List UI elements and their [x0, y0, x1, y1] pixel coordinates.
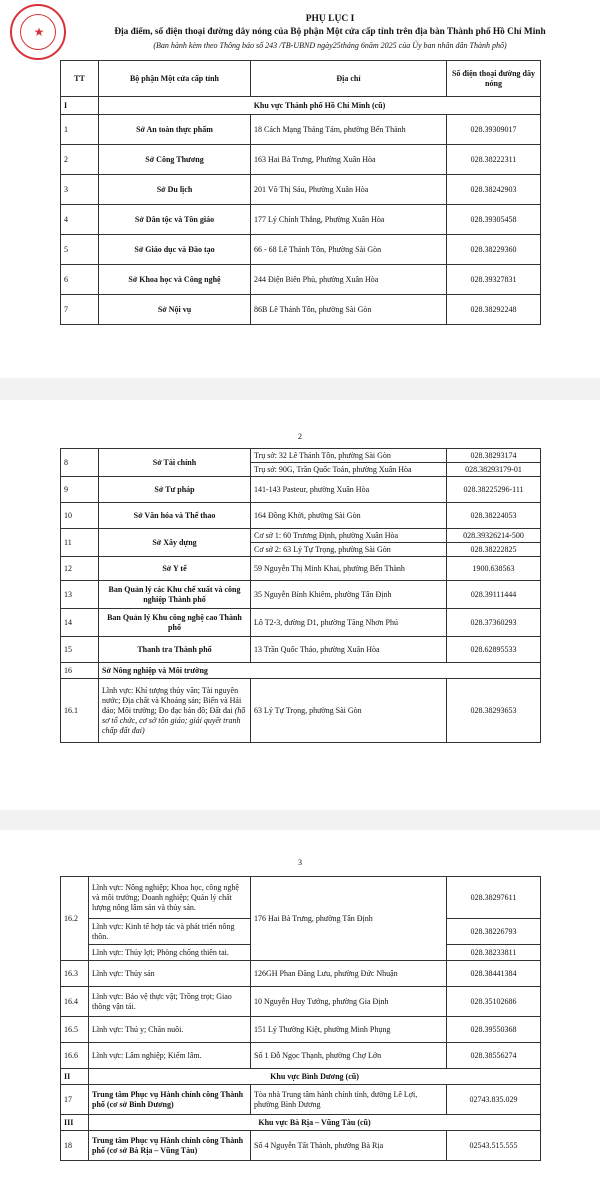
table-row: 8 Sở Tài chính Trụ sở: 32 Lê Thánh Tôn, phường Sài Gòn 028.38293174	[61, 449, 541, 463]
table-row: Trụ sở: 90G, Trần Quốc Toản, phường Xuân Hòa 028.38293179-01	[61, 463, 541, 477]
hotline-table-part-1	[60, 60, 541, 325]
document-page-3	[0, 830, 600, 1200]
table-row: 16.6 Lĩnh vực: Lâm nghiệp; Kiểm lâm. Số 1 Đỗ Ngọc Thạnh, phường Chợ Lớn 028.38556274	[61, 1043, 541, 1069]
hotline-table-part-3	[60, 876, 541, 1161]
table-row: 10 Sở Văn hóa và Thể thao 164 Đồng Khởi, phường Sài Gòn 028.38224053	[61, 503, 541, 529]
official-seal: ★	[10, 4, 66, 60]
table-row: Lĩnh vực: Thủy lợi; Phòng chống thiên tai. 028.38233811	[61, 945, 541, 961]
col-address: Địa chỉ	[251, 61, 447, 97]
hotline-table-part-2	[60, 448, 541, 743]
table-row: 16.2 Lĩnh vực: Nông nghiệp; Khoa học, công nghệ và môi trường; Doanh nghiệp; Quản lý chất lượng nông lâm sản và thủy sản. 176 Hai Bà Trưng, phường Tân Định 028.38297611	[61, 877, 541, 919]
table-row: 16.1 Lĩnh vực: Khí tượng thủy văn; Tài nguyên nước; Địa chất và Khoáng sản; Biển và Hải đảo; Môi trường; Đo đạc bản đồ; Đất đai (hồ sơ tổ chức, cơ sở tôn giáo; giải quyết tranh chấp đất đai) 63 Lý Tự Trọng, phường Sài Gòn 028.38293653	[61, 679, 541, 743]
table-row: 13 Ban Quản lý các Khu chế xuất và công nghiệp Thành phố 35 Nguyễn Bỉnh Khiêm, phường Tân Định 028.39111444	[61, 581, 541, 609]
document-page-2	[0, 400, 600, 810]
table-row: 1 Sở An toàn thực phẩm 18 Cách Mạng Tháng Tám, phường Bến Thành 028.39309017	[61, 115, 541, 145]
appendix-note: (Ban hành kèm theo Thông báo số 243 /TB-UBND ngày25tháng 6năm 2025 của Ủy ban nhân dân Thành phố)	[153, 41, 507, 50]
page-number: 2	[298, 432, 302, 441]
table-row: 16.4 Lĩnh vực: Bảo vệ thực vật; Trồng trọt; Giao thông vận tải. 10 Nguyễn Huy Tưởng, phường Gia Định 028.35102686	[61, 987, 541, 1017]
table-row: 16 Sở Nông nghiệp và Môi trường	[61, 663, 541, 679]
table-row: Cơ sở 2: 63 Lý Tự Trọng, phường Sài Gòn 028.38222825	[61, 543, 541, 557]
table-row: 18 Trung tâm Phục vụ Hành chính công Thành phố (cơ sở Bà Rịa – Vũng Tàu) Số 4 Nguyễn Tất Thành, phường Bà Rịa 02543.515.555	[61, 1131, 541, 1161]
col-tt: TT	[61, 61, 99, 97]
table-row: 9 Sở Tư pháp 141-143 Pasteur, phường Xuân Hòa 028.38225296-111	[61, 477, 541, 503]
table-row: 2 Sở Công Thương 163 Hai Bà Trưng, Phường Xuân Hòa 028.38222311	[61, 145, 541, 175]
appendix-subtitle: Địa điểm, số điện thoại đường dây nóng của Bộ phận Một cửa cấp tỉnh trên địa bàn Thành phố Hồ Chí Minh	[114, 27, 546, 37]
page-number: 3	[298, 858, 302, 867]
table-row: 17 Trung tâm Phục vụ Hành chính công Thành phố (cơ sở Bình Dương) Tòa nhà Trung tâm hành chính tỉnh, đường Lê Lợi, phường Bình Dương 02743.835.029	[61, 1085, 541, 1115]
table-row: 12 Sở Y tế 59 Nguyễn Thị Minh Khai, phường Bến Thành 1900.638563	[61, 557, 541, 581]
table-row: 15 Thanh tra Thành phố 13 Trần Quốc Thảo, phường Xuân Hòa 028.62895533	[61, 637, 541, 663]
section-row: I Khu vực Thành phố Hồ Chí Minh (cũ)	[61, 97, 541, 115]
table-row: 4 Sở Dân tộc và Tôn giáo 177 Lý Chính Thắng, Phường Xuân Hòa 028.39305458	[61, 205, 541, 235]
table-row: 7 Sở Nội vụ 86B Lê Thánh Tôn, phường Sài Gòn 028.38292248	[61, 295, 541, 325]
table-row: 6 Sở Khoa học và Công nghệ 244 Điện Biên Phủ, phường Xuân Hòa 028.39327831	[61, 265, 541, 295]
table-row: 16.3 Lĩnh vực: Thủy sản 126GH Phan Đăng Lưu, phường Đức Nhuận 028.38441384	[61, 961, 541, 987]
appendix-title: PHỤ LỤC I	[305, 14, 355, 24]
table-row: 3 Sở Du lịch 201 Võ Thị Sáu, Phường Xuân Hòa 028.38242903	[61, 175, 541, 205]
col-phone: Số điện thoại đường dây nóng	[447, 61, 541, 97]
table-row: 14 Ban Quản lý Khu công nghệ cao Thành phố Lô T2-3, đường D1, phường Tăng Nhơn Phú 028.37360293	[61, 609, 541, 637]
table-row: 16.5 Lĩnh vực: Thú y; Chăn nuôi. 151 Lý Thường Kiệt, phường Minh Phụng 028.39550368	[61, 1017, 541, 1043]
table-header-row	[61, 61, 541, 97]
document-page-1	[0, 0, 600, 378]
table-row: 11 Sở Xây dựng Cơ sở 1: 60 Trương Định, phường Xuân Hòa 028.39326214-500	[61, 529, 541, 543]
section-row: III Khu vực Bà Rịa – Vũng Tàu (cũ)	[61, 1115, 541, 1131]
table-row: 5 Sở Giáo dục và Đào tạo 66 - 68 Lê Thánh Tôn, Phường Sài Gòn 028.38229360	[61, 235, 541, 265]
col-unit: Bộ phận Một cửa cấp tỉnh	[99, 61, 251, 97]
section-row: II Khu vực Bình Dương (cũ)	[61, 1069, 541, 1085]
table-row: Lĩnh vực: Kinh tế hợp tác và phát triển nông thôn. 028.38226793	[61, 919, 541, 945]
